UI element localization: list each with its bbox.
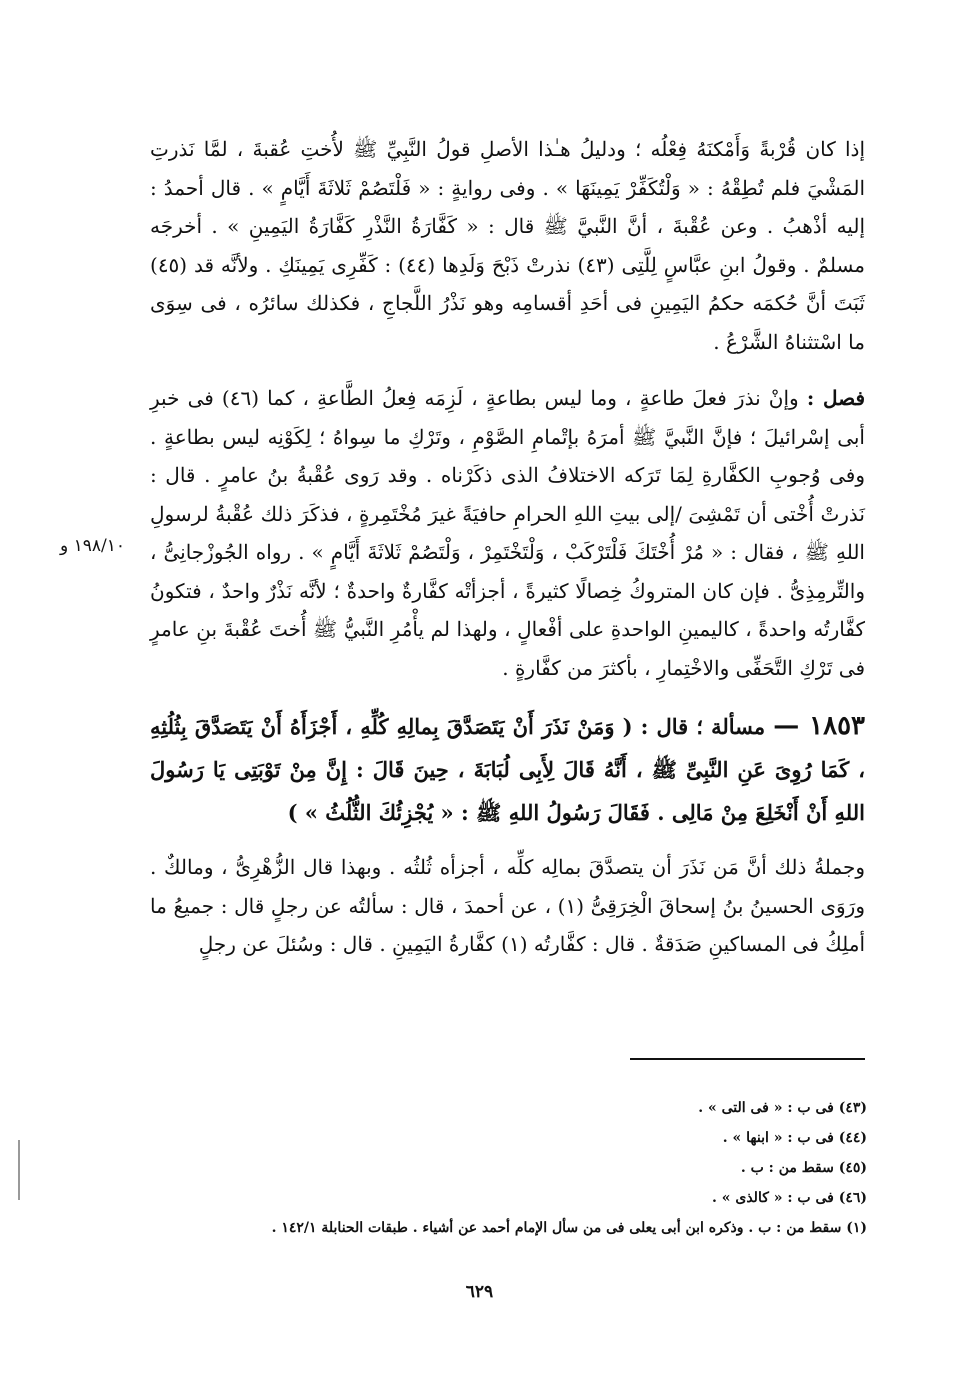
scan-edge-mark [18,1140,20,1200]
footnote-46: (٤٦) فى ب : « كالذى » . [712,1190,867,1206]
footnote-45: (٤٥) سقط من : ب . [740,1160,867,1176]
paragraph-fasl [150,379,865,687]
footnote-43: (٤٣) فى ب : « فى التى » . [698,1100,867,1116]
page-body [150,130,865,964]
paragraph-1: إذا كان قُرْبةً وَأَمْكنَهُ فِعْلُه ؛ ودليلُ هـٰذا الأصلِ قولُ النَّبِيِّ ﷺ لأُختِ عُقبةَ ، لمَّا نَذرتِ المَشْيَ فلم تُطِقْهُ : « وَلْتُكَفِّرْ يَمِينَهَا » . وفى روايةٍ : « فَلْتَصُمْ ثَلاثَةَ أَيَّامٍ » . قال أحمدُ : إليه أذْهبُ . وعن عُقْبةَ ، أنَّ النَّبيَّ ﷺ قال : « كَفَّارَةُ النَّذْرِ كَفَّارَةُ اليَمِينِ » . أخرجَه مسلمٌ . وقولُ ابنِ عبَّاسٍ لِلَّتِى (٤٣) نذرتْ ذَبْحَ وَلَدِها (٤٤) : كَفِّرِى يَمِينَكِ . ولأنَّه قد (٤٥) ثَبَتَ أنَّ حُكمَه حكمُ اليَمِينِ فى أحَدِ أقسامِه وهو نَذْرُ اللَّجاجِ ، فكذلك سائرُه ، فى سِوَى ما اسْتثناهُ الشَّرْعُ . [150,137,866,354]
footnote-1: (١) سقط من : ب . وذكره ابن أبى يعلى فى من سأل الإمام أحمد عن أشياء . طبقات الحنابلة ١٤٢/١ . [271,1220,867,1236]
masala-number: ١٨٥٣ — [773,711,865,741]
footnote-divider [630,1058,865,1060]
page-number: ٦٢٩ [465,1282,494,1302]
margin-note: ١٩٨/١٠ و [60,536,126,556]
fasl-label: فصل : [806,386,866,410]
fasl-text: وإنْ نذرَ فعلَ طاعةٍ ، وما ليس بطاعةٍ ، لَزِمَه فِعلُ الطَّاعةِ ، كما (٤٦) فى خبرِ أبى إسْرائيلَ ؛ فإنَّ النَّبيَّ ﷺ أمرَهُ بإتْمامِ الصَّوْمِ ، وتَرْكِ ما سِواهُ ؛ لِكَوْنِه ليس بطاعةٍ . وفى وُجوبِ الكفَّارةِ لِمَا تَرَكه الاختلافُ الذى ذكَرْناه . وقد رَوى عُقْبةُ بنُ عامرٍ . قال : نَذرتْ أُخْتى أن تَمْشِىَ /إلى بيتِ اللهِ الحرامِ حافيَةً غيرَ مُخْتَمِرةٍ ، فذكَرَ ذلك عُقْبةُ لرسولِ اللهِ ﷺ ، فقال : « مُرْ أُخْتَكَ فَلْتَرْكَبْ ، وَلْتَخْتَمِرْ ، وَلْتَصُمْ ثَلاثَةَ أَيَّامٍ » . رواه الجُوزْجانِىُّ ، والتِّرمِذِىُّ . فإن كان المتروكُ خِصالًا كثيرةً ، أجزأتْه كفَّارةٌ واحدةٌ ؛ لأنَّه نَذْرٌ واحدٌ ، فتكونُ كفَّارتُه واحدةً ، كاليمينِ الواحدةِ على أفْعالٍ ، ولهذا لم يأْمُرِ النَّبيُّ ﷺ أُختَ عُقْبةَ بنِ عامرٍ فى تَرْكِ التَّحَفِّى والاخْتِمارِ ، بأكثرَ من كفَّارةٍ . [150,386,865,680]
paragraph-4: وجملةُ ذلك أنَّ مَن نَذَرَ أن يتصدَّقَ بمالِه كلِّه ، أجزأه ثُلثُه . وبهذا قال الزُّهْرِىُّ ، ومالكٌ . ورَوَى الحسينُ بنُ إسحاقَ الْخِرَقِىُّ (١) ، عن أحمدَ ، قال : سألتُه عن رجلٍ قال : جميعُ ما أملِكُ فى المساكينِ صَدَقةٌ . قال : كفَّارتُه (١) كفَّارةُ اليَمِينِ . قال : وسُئلَ عن رجلٍ [150,855,865,956]
footnotes [272,1093,867,1243]
masala-text: مسألة ؛ قال : ( وَمَنْ نَذَرَ أَنْ يَتَصَدَّقَ بِمالِهِ كُلِّهِ ، أَجْزَأَهُ أَنْ يَتَصَدَّقَ بِثُلُثِهِ ، كَمَا رُوِىَ عَنِ النَّبِىِّ ﷺ ، أَنَّهُ قَالَ لِأَبِى لُبَابَةَ ، حِينَ قَالَ : إِنَّ مِنْ تَوْبَتِى يَا رَسُولَ اللهِ أَنْ أَنْخَلِعَ مِنْ مَالِى . فَقَالَ رَسُولُ اللهِ ﷺ : « يُجْزِئُكَ الثُّلُثُ » ) [150,714,865,825]
paragraph-masala [150,705,865,834]
footnote-44: (٤٤) فى ب : « ابنها » . [722,1130,867,1146]
